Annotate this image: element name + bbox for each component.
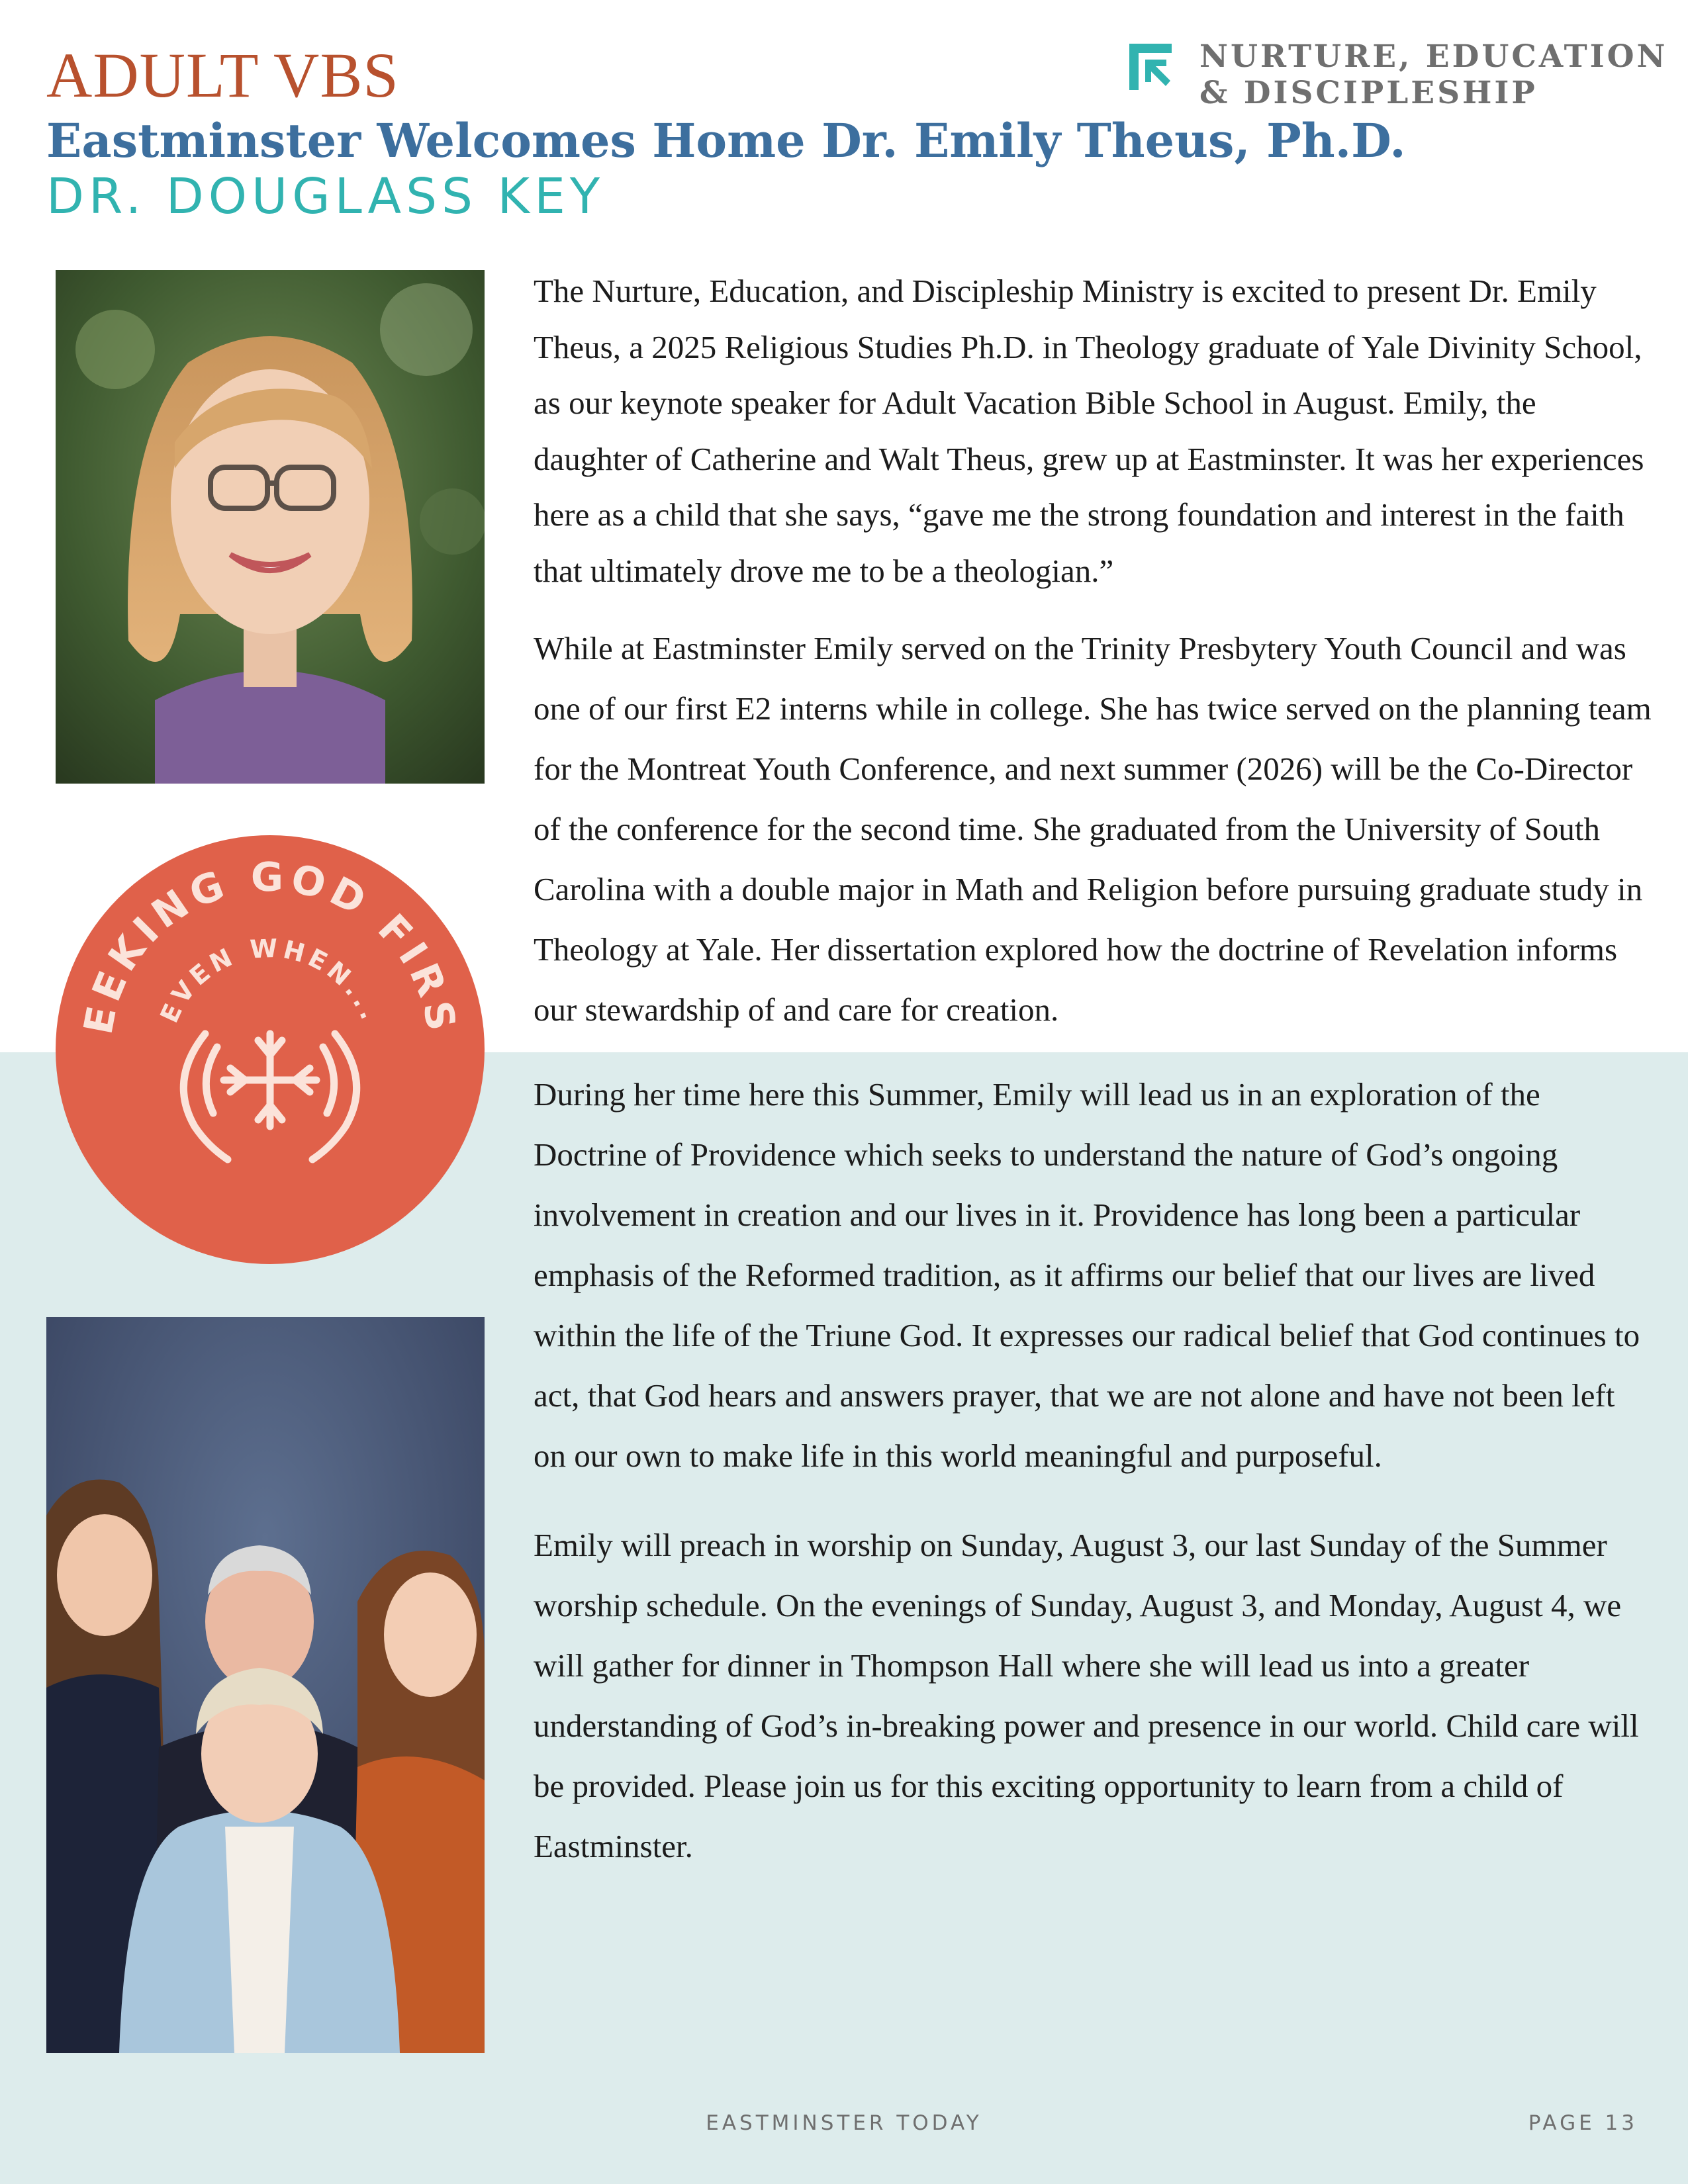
article-body (534, 263, 1652, 1876)
article-paragraph-1: The Nurture, Education, and Discipleship Ministry is excited to present Dr. Emily Theus, a 2025 Religious Studies Ph.D. in Theology graduate of Yale Divinity School, as our keynote speaker for Adult Vacation Bible School in August. Emily, the daughter of Catherine and Walt Theus, grew up at Eastminster. It was her experiences here as a child that she says, “gave me the strong foundation and interest in the faith that ultimately drove me to be a theologian.” (534, 273, 1644, 589)
badge-arc-text: EEKING GOD FIRS (75, 854, 465, 1040)
family-photo (46, 1317, 485, 2053)
page-number: PAGE 13 (1528, 2111, 1638, 2135)
portrait-photo (56, 270, 485, 784)
section-label: ADULT VBS (46, 40, 399, 111)
article-paragraph-4: Emily will preach in worship on Sunday, August 3, our last Sunday of the Summer worship schedule. On the evenings of Sunday, August 3, and Monday, August 4, we will gather for dinner in Thompson Hall where she will lead us into a greater understanding of God’s in-breaking power and presence in our world. Child care will be provided. Please join us for this exciting opportunity to learn from a child of Eastminster. (534, 1527, 1639, 1864)
ministry-name-line-2: & DISCIPLESHIP (1199, 75, 1538, 111)
article-paragraph-2: While at Eastminster Emily served on the Trinity Presbytery Youth Council and was one of our first E2 interns while in college. She has twice served on the planning team for the Montreat Youth Conference, and next summer (2026) will be the Co-Director of the conference for the second time. She graduated from the University of South Carolina with a double major in Math and Religion before pursuing graduate study in Theology at Yale. Her dissertation explored how the doctrine of Revelation informs our stewardship of and care for creation. (534, 630, 1652, 1028)
badge-inner-text: EVEN WHEN... (154, 933, 386, 1027)
seeking-god-first-badge (56, 835, 485, 1264)
publication-name: EASTMINSTER TODAY (706, 2111, 982, 2135)
ministry-name-line-1: NURTURE, EDUCATION (1199, 38, 1668, 75)
article-byline: DR. DOUGLASS KEY (46, 168, 605, 225)
ned-arrow-icon (1125, 40, 1176, 97)
article-headline: Eastminster Welcomes Home Dr. Emily Theus, Ph.D. (46, 113, 1406, 168)
ministry-name (1199, 38, 1668, 111)
article-paragraph-3: During her time here this Summer, Emily will lead us in an exploration of the Doctrine of Providence which seeks to understand the nature of God’s ongoing involvement in creation and our lives in it. Providence has long been a particular emphasis of the Reformed tradition, as it affirms our belief that our lives are lived within the life of the Triune God. It expresses our radical belief that God continues to act, that God hears and answers prayer, that we are not alone and have not been left on our own to make life in this world meaningful and purposeful. (534, 1076, 1640, 1474)
